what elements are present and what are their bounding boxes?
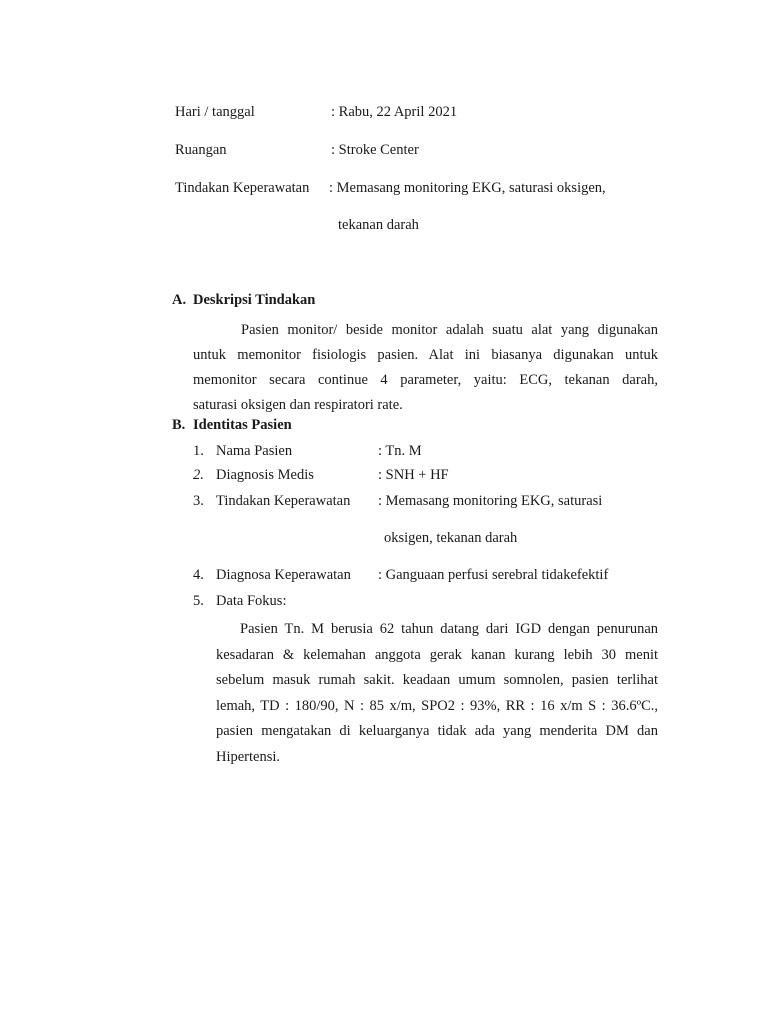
paragraph-line: Hipertensi. [216,748,281,765]
section-a-marker: A. [172,292,187,308]
list-item-number: 4. [193,567,204,583]
section-a-paragraph [193,318,658,418]
paragraph-line: memonitor secara continue 4 parameter, yaitu: ECG, tekanan darah, [193,372,658,388]
diagnosis-value: : SNH + HF [378,467,449,483]
section-a-title: Deskripsi Tindakan [193,292,316,308]
patient-name-value: : Tn. M [378,443,422,459]
nursing-diagnosis-value: : Ganguaan perfusi serebral tidakefektif [378,567,609,583]
list-item-number: 1. [193,443,204,459]
paragraph-line: saturasi oksigen dan respiratori rate. [193,397,403,413]
paragraph-line: lemah, TD : 180/90, N : 85 x/m, SPO2 : 93%, RR : 16 x/m S : 36.6ºC., [216,697,658,714]
nursing-action-value-cont: oksigen, tekanan darah [384,530,518,546]
list-item-number: 3. [193,493,204,509]
paragraph-line: Pasien Tn. M berusia 62 tahun datang dari IGD dengan penurunan [240,621,658,637]
room-label: Ruangan [175,142,227,158]
paragraph-line: sebelum masuk rumah sakit. keadaan umum somnolen, pasien terlihat [216,672,658,688]
action-value: : Memasang monitoring EKG, saturasi oksigen, [329,180,606,196]
list-item-number: 2. [193,467,204,483]
paragraph-line: pasien mengatakan di keluarganya tidak ada yang menderita DM dan [216,723,658,739]
nursing-diagnosis-label: Diagnosa Keperawatan [216,567,351,583]
paragraph-line: Pasien monitor/ beside monitor adalah suatu alat yang digunakan [241,322,658,338]
patient-name-label: Nama Pasien [216,443,293,459]
paragraph-line: untuk memonitor fisiologis pasien. Alat ini biasanya digunakan untuk [193,347,658,363]
focus-data-label: Data Fokus: [216,593,287,609]
diagnosis-label: Diagnosis Medis [216,467,314,483]
section-b-title: Identitas Pasien [193,417,292,433]
action-label: Tindakan Keperawatan [175,180,310,196]
focus-data-paragraph [216,617,658,770]
room-value: : Stroke Center [331,142,419,158]
section-b-marker: B. [172,417,186,433]
action-value-cont: tekanan darah [338,217,419,233]
nursing-action-label: Tindakan Keperawatan [216,493,351,509]
paragraph-line: kesadaran & kelemahan anggota gerak kanan kurang lebih 30 menit [216,646,658,663]
nursing-action-value: : Memasang monitoring EKG, saturasi [378,493,603,509]
list-item-number: 5. [193,593,204,609]
day-label: Hari / tanggal [175,104,255,120]
day-value: : Rabu, 22 April 2021 [331,104,458,120]
